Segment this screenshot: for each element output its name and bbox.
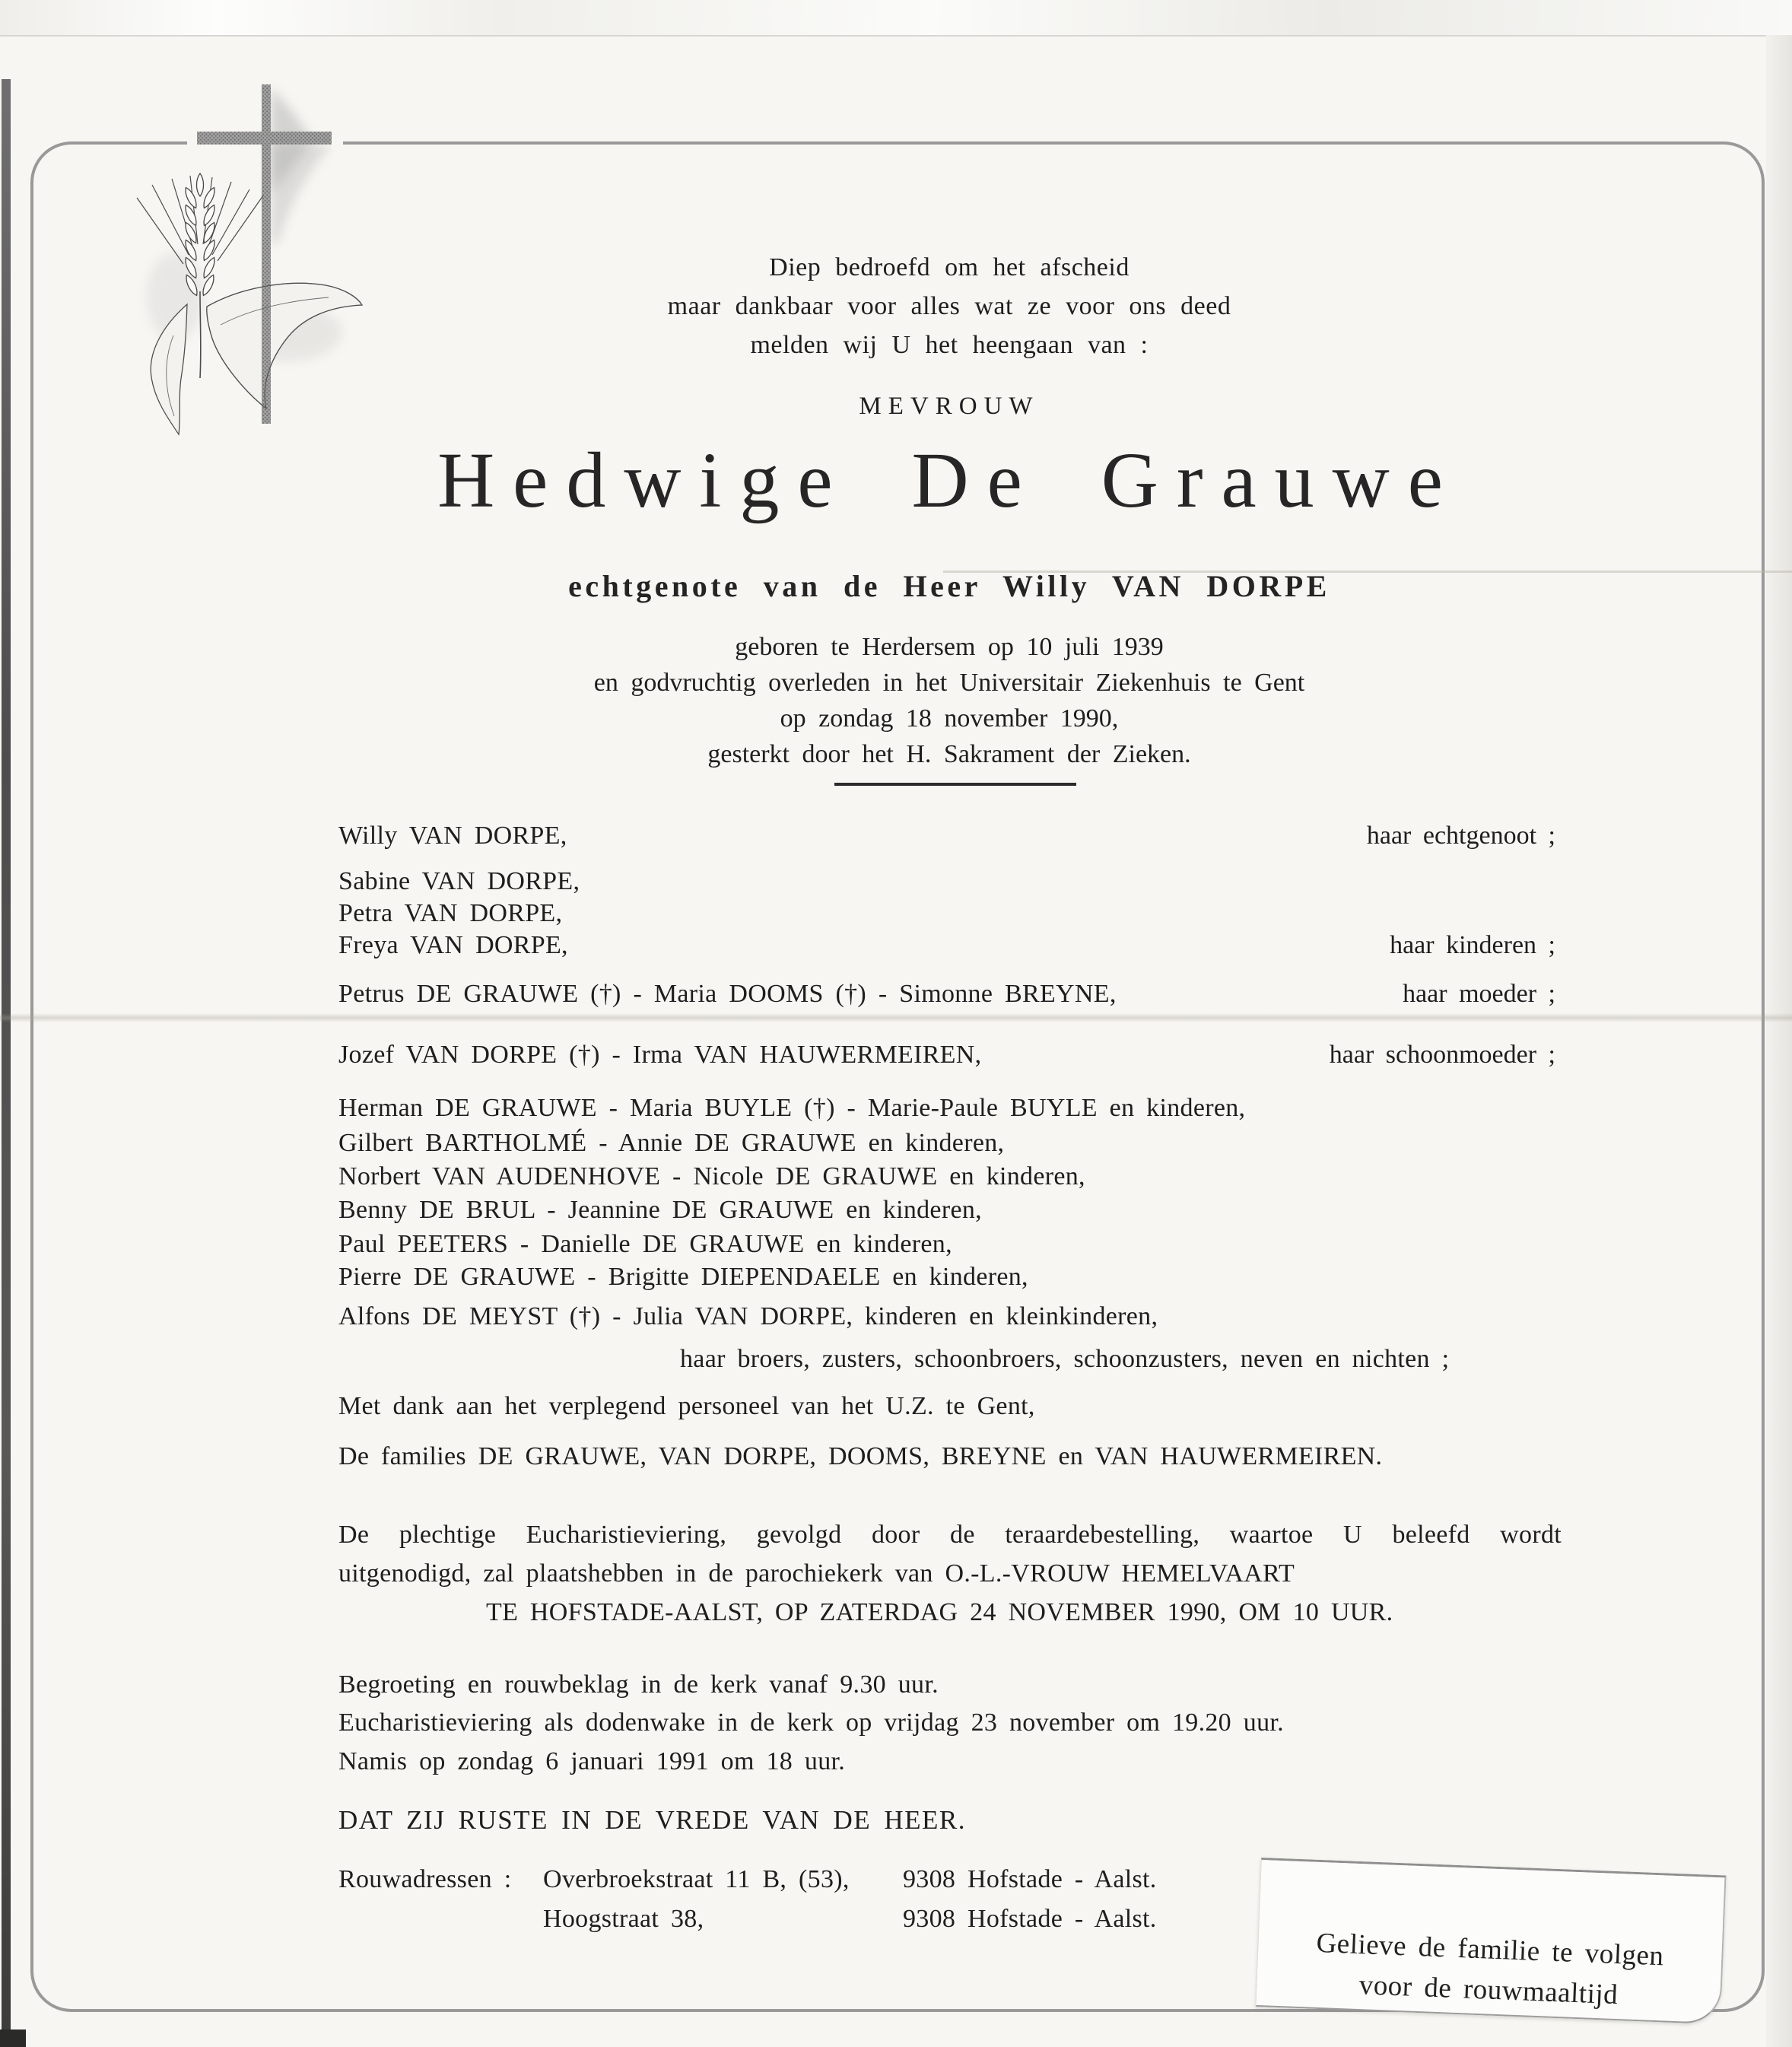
sibling-line-4: Benny DE BRUL - Jeannine DE GRAUWE en kinderen,: [338, 1196, 982, 1224]
addresses-label: Rouwadressen :: [338, 1865, 512, 1893]
life-line-3: op zondag 18 november 1990,: [780, 704, 1119, 733]
service-line-3: Namis op zondag 6 januari 1991 om 18 uur.: [338, 1747, 846, 1775]
epigraph-line-2: maar dankbaar voor alles wat ze voor ons deed: [667, 292, 1231, 320]
sibling-line-3: Norbert VAN AUDENHOVE - Nicole DE GRAUWE en kinderen,: [338, 1162, 1085, 1190]
life-line-4: gesterkt door het H. Sakrament der Zieken.: [707, 740, 1191, 768]
note-line-2: voor de rouwmaaltijd: [1358, 1969, 1619, 2011]
ceremony-line-3: TE HOFSTADE-AALST, OP ZATERDAG 24 NOVEMBER 1990, OM 10 UUR.: [486, 1598, 1393, 1626]
siblings-relation: haar broers, zusters, schoonbroers, schoonzusters, neven en nichten ;: [680, 1345, 1450, 1373]
thanks-line: Met dank aan het verplegend personeel van het U.Z. te Gent,: [338, 1392, 1035, 1420]
life-line-1: geboren te Herdersem op 10 juli 1939: [735, 633, 1164, 661]
fold-crease-middle: [0, 1013, 1792, 1022]
families-line: De families DE GRAUWE, VAN DORPE, DOOMS, BREYNE en VAN HAUWERMEIREN.: [338, 1442, 1383, 1470]
address-city-2: 9308 Hofstade - Aalst.: [903, 1905, 1157, 1933]
address-street-2: Hoogstraat 38,: [543, 1905, 704, 1933]
survivor-husband: Willy VAN DORPE,: [338, 822, 567, 850]
survivor-child-2: Petra VAN DORPE,: [338, 899, 563, 927]
relation-mother-in-law: haar schoonmoeder ;: [1329, 1041, 1555, 1069]
survivor-child-3: Freya VAN DORPE,: [338, 931, 568, 959]
honorific-title: MEVROUW: [859, 393, 1040, 420]
scan-top-edge: [0, 0, 1792, 37]
service-line-2: Eucharistieviering als dodenwake in de kerk op vrijdag 23 november om 19.20 uur.: [338, 1708, 1284, 1737]
ceremony-line-2: uitgenodigd, zal plaatshebben in de parochiekerk van O.-L.-VROUW HEMELVAART: [338, 1559, 1295, 1588]
closing-line: DAT ZIJ RUSTE IN DE VREDE VAN DE HEER.: [338, 1805, 966, 1835]
sibling-line-1: Herman DE GRAUWE - Maria BUYLE (†) - Marie-Paule BUYLE en kinderen,: [338, 1094, 1246, 1122]
life-line-2: en godvruchtig overleden in het Universitair Ziekenhuis te Gent: [593, 669, 1305, 697]
scan-left-edge: [2, 79, 11, 2030]
deceased-name: Hedwige De Grauwe: [437, 437, 1461, 524]
epigraph-line-1: Diep bedroefd om het afscheid: [769, 253, 1130, 281]
address-street-1: Overbroekstraat 11 B, (53),: [543, 1865, 850, 1893]
ceremony-line-1: De plechtige Eucharistieviering, gevolgd door de teraardebestelling, waartoe U beleefd wordt: [338, 1521, 1562, 1549]
survivor-child-1: Sabine VAN DORPE,: [338, 867, 580, 895]
sibling-line-6: Pierre DE GRAUWE - Brigitte DIEPENDAELE en kinderen,: [338, 1263, 1028, 1291]
address-city-1: 9308 Hofstade - Aalst.: [903, 1865, 1157, 1893]
sibling-line-7: Alfons DE MEYST (†) - Julia VAN DORPE, kinderen en kleinkinderen,: [338, 1302, 1158, 1330]
survivor-parents: Petrus DE GRAUWE (†) - Maria DOOMS (†) - Simonne BREYNE,: [338, 980, 1117, 1008]
scan-corner-mark: [0, 2030, 26, 2047]
relation-mother: haar moeder ;: [1403, 980, 1555, 1008]
funeral-meal-note: [1255, 1858, 1726, 2024]
sibling-line-5: Paul PEETERS - Danielle DE GRAUWE en kinderen,: [338, 1230, 952, 1258]
spouse-line: echtgenote van de Heer Willy VAN DORPE: [568, 569, 1330, 603]
note-line-1: Gelieve de familie te volgen: [1315, 1927, 1665, 1972]
epigraph-line-3: melden wij U het heengaan van :: [750, 331, 1149, 359]
relation-husband: haar echtgenoot ;: [1366, 822, 1555, 850]
divider-rule: [834, 783, 1076, 786]
sibling-line-2: Gilbert BARTHOLMÉ - Annie DE GRAUWE en kinderen,: [338, 1129, 1005, 1157]
relation-children: haar kinderen ;: [1390, 931, 1555, 959]
service-line-1: Begroeting en rouwbeklag in de kerk vanaf 9.30 uur.: [338, 1670, 939, 1699]
survivor-in-laws: Jozef VAN DORPE (†) - Irma VAN HAUWERMEIREN,: [338, 1041, 982, 1069]
